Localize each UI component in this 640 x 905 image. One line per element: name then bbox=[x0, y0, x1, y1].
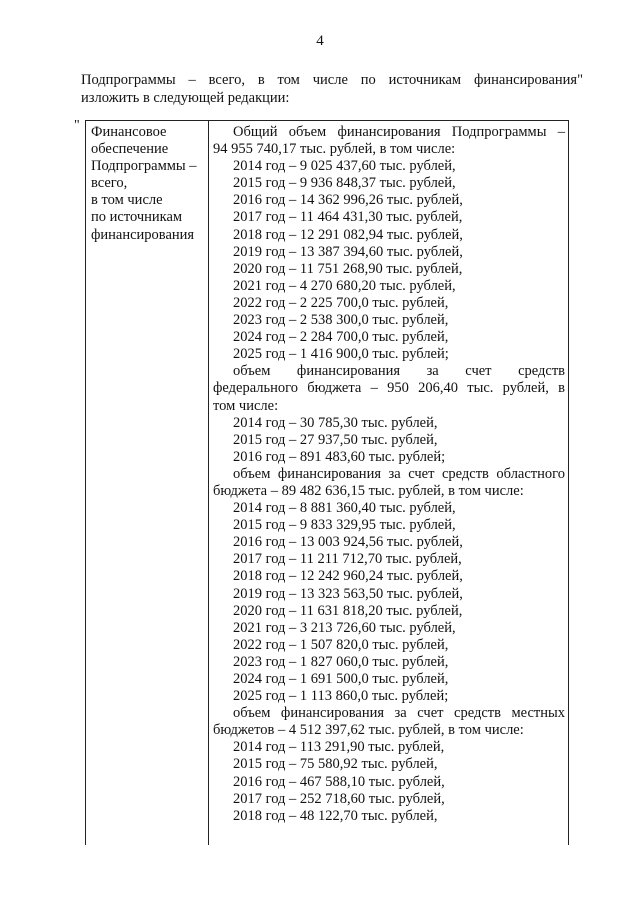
label-line: Финансовое bbox=[91, 124, 167, 140]
funding-line: 2023 год – 2 538 300,0 тыс. рублей, bbox=[233, 312, 449, 329]
funding-line: 2018 год – 12 242 960,24 тыс. рублей, bbox=[233, 568, 463, 585]
label-line: всего, bbox=[91, 175, 128, 192]
funding-line: 2014 год – 9 025 437,60 тыс. рублей, bbox=[233, 158, 456, 175]
financing-table bbox=[85, 120, 569, 845]
funding-line: федерального бюджета – 950 206,40 тыс. рублей, в bbox=[213, 380, 565, 397]
funding-line: Общий объем финансирования Подпрограммы – bbox=[233, 124, 565, 140]
funding-line: том числе: bbox=[213, 397, 279, 414]
funding-line: 2017 год – 11 464 431,30 тыс. рублей, bbox=[233, 209, 463, 226]
funding-line: объем финансирования за счет средств bbox=[233, 363, 565, 380]
funding-line: 2017 год – 252 718,60 тыс. рублей, bbox=[233, 790, 445, 807]
funding-line: бюджетов – 4 512 397,62 тыс. рублей, в том числе: bbox=[213, 722, 524, 739]
funding-line: 2021 год – 3 213 726,60 тыс. рублей, bbox=[233, 619, 456, 636]
funding-line: 94 955 740,17 тыс. рублей, в том числе: bbox=[213, 141, 456, 158]
funding-line: 2023 год – 1 827 060,0 тыс. рублей, bbox=[233, 653, 449, 670]
funding-line: 2019 год – 13 323 563,50 тыс. рублей, bbox=[233, 585, 463, 602]
funding-line: 2016 год – 467 588,10 тыс. рублей, bbox=[233, 773, 445, 790]
funding-line: 2018 год – 48 122,70 тыс. рублей, bbox=[233, 807, 438, 824]
intro-line-2: изложить в следующей редакции: bbox=[81, 90, 290, 106]
funding-line: 2022 год – 1 507 820,0 тыс. рублей, bbox=[233, 636, 449, 653]
funding-line: 2015 год – 75 580,92 тыс. рублей, bbox=[233, 756, 438, 773]
funding-line: 2016 год – 13 003 924,56 тыс. рублей, bbox=[233, 534, 463, 551]
funding-line: 2018 год – 12 291 082,94 тыс. рублей, bbox=[233, 226, 463, 243]
funding-line: 2017 год – 11 211 712,70 тыс. рублей, bbox=[233, 551, 462, 568]
funding-line: 2024 год – 1 691 500,0 тыс. рублей, bbox=[233, 671, 449, 687]
table-value-cell bbox=[213, 124, 565, 825]
funding-line: 2014 год – 113 291,90 тыс. рублей, bbox=[233, 739, 445, 756]
label-line: в том числе bbox=[91, 192, 163, 209]
funding-line: 2015 год – 9 936 848,37 тыс. рублей, bbox=[233, 175, 456, 192]
funding-line: 2016 год – 891 483,60 тыс. рублей; bbox=[233, 448, 446, 465]
funding-line: 2021 год – 4 270 680,20 тыс. рублей, bbox=[233, 277, 456, 294]
funding-line: 2014 год – 30 785,30 тыс. рублей, bbox=[233, 414, 438, 431]
label-line: финансирования bbox=[91, 226, 195, 243]
funding-line: 2015 год – 9 833 329,95 тыс. рублей, bbox=[233, 517, 456, 534]
funding-line: 2016 год – 14 362 996,26 тыс. рублей, bbox=[233, 192, 463, 209]
funding-line: 2025 год – 1 113 860,0 тыс. рублей; bbox=[233, 688, 449, 705]
column-divider bbox=[208, 121, 209, 845]
funding-line: 2014 год – 8 881 360,40 тыс. рублей, bbox=[233, 500, 456, 517]
funding-line: 2015 год – 27 937,50 тыс. рублей, bbox=[233, 431, 438, 448]
funding-line: 2024 год – 2 284 700,0 тыс. рублей, bbox=[233, 329, 449, 346]
label-line: Подпрограммы – bbox=[91, 158, 197, 175]
funding-line: 2020 год – 11 631 818,20 тыс. рублей, bbox=[233, 602, 463, 619]
intro-paragraph bbox=[81, 71, 583, 107]
funding-line: бюджета – 89 482 636,15 тыс. рублей, в том числе: bbox=[213, 482, 524, 499]
funding-line: 2025 год – 1 416 900,0 тыс. рублей; bbox=[233, 346, 449, 363]
funding-line: 2019 год – 13 387 394,60 тыс. рублей, bbox=[233, 243, 463, 260]
funding-line: объем финансирования за счет средств областного bbox=[233, 465, 565, 482]
funding-line: 2020 год – 11 751 268,90 тыс. рублей, bbox=[233, 260, 463, 277]
table-label-cell bbox=[91, 124, 205, 244]
intro-line-1: Подпрограммы – всего, в том числе по источникам финансирования" bbox=[81, 72, 583, 88]
opening-quote: " bbox=[74, 118, 80, 133]
page-number: 4 bbox=[316, 33, 324, 49]
funding-line: объем финансирования за счет средств местных bbox=[233, 705, 565, 722]
funding-line: 2022 год – 2 225 700,0 тыс. рублей, bbox=[233, 294, 449, 311]
label-line: по источникам bbox=[91, 209, 183, 226]
label-line: обеспечение bbox=[91, 141, 169, 158]
